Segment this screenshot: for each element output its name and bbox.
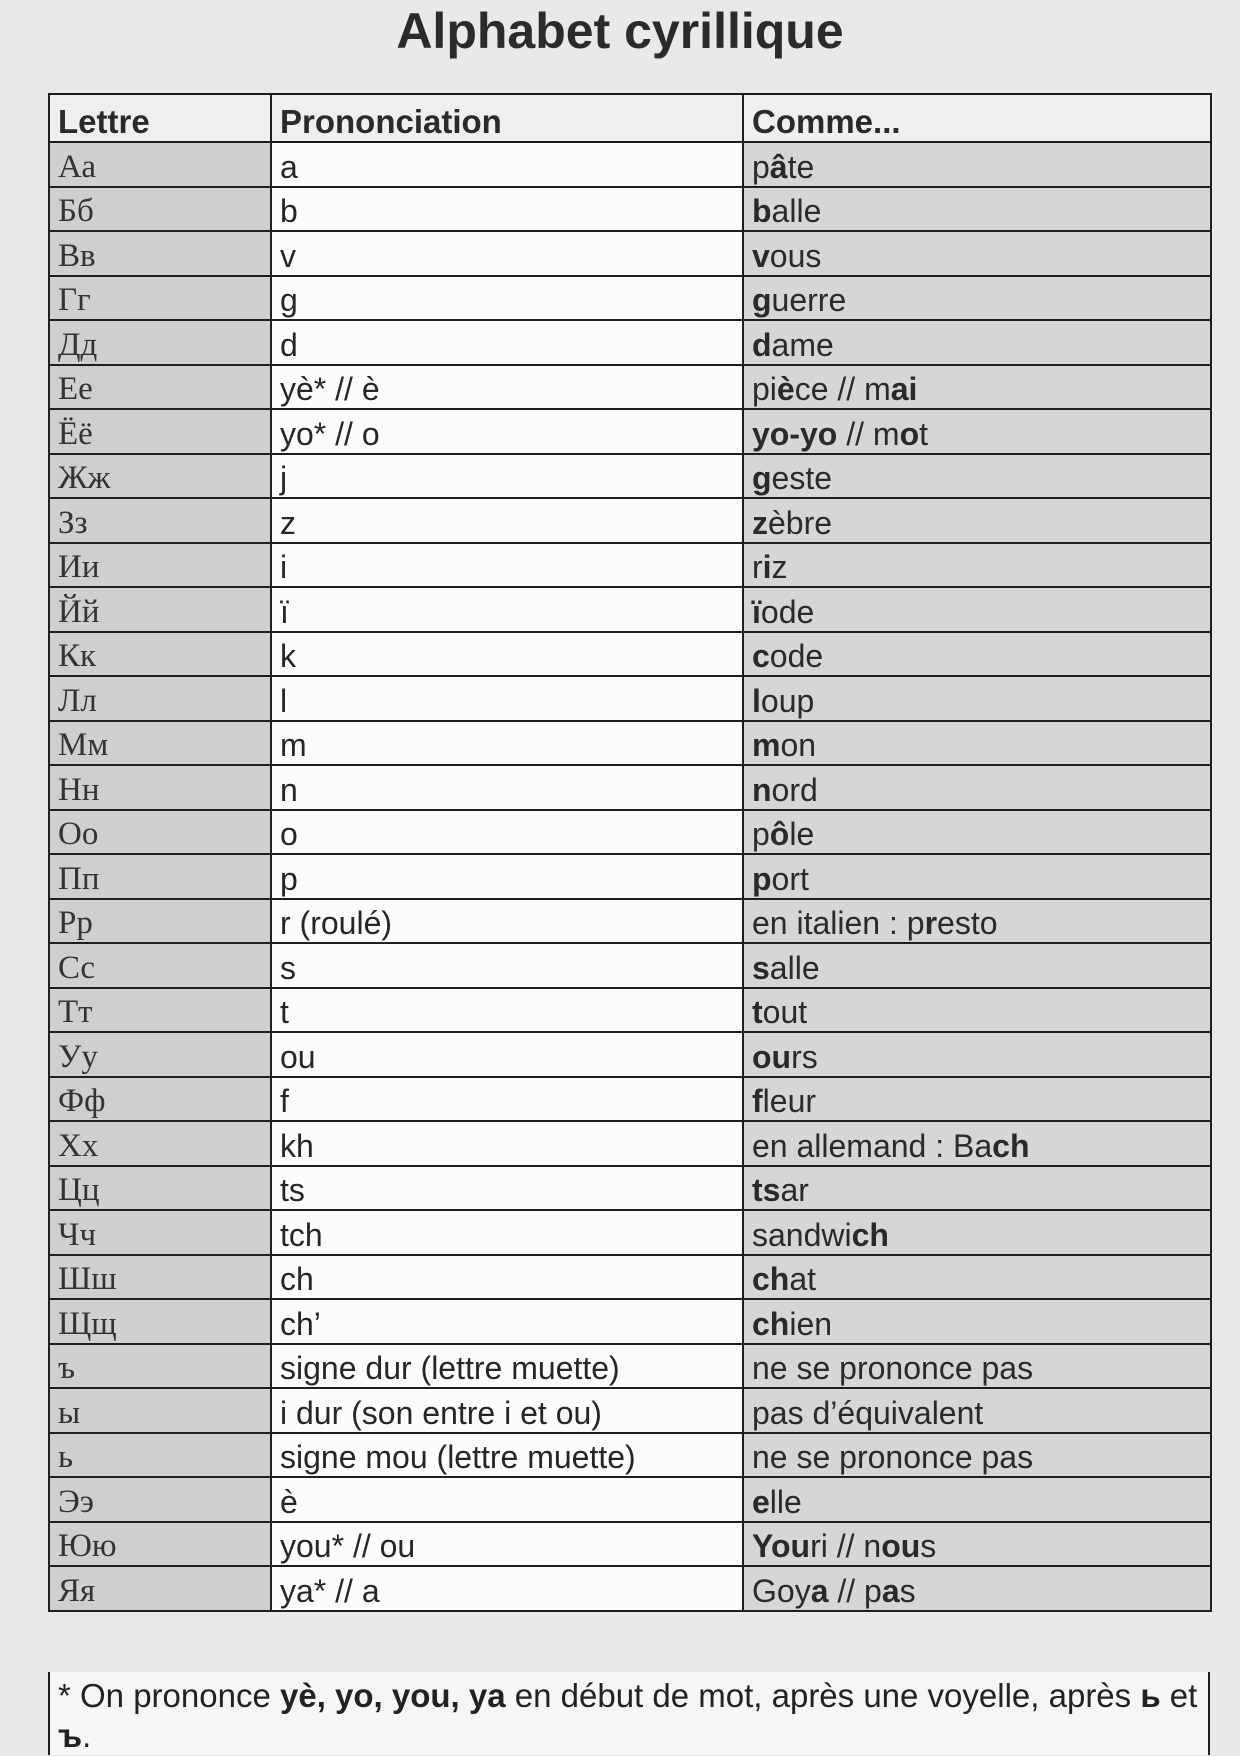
- bold-segment: ch: [851, 1216, 889, 1253]
- table-row: [49, 1522, 1211, 1567]
- comme-cell: [743, 854, 1211, 899]
- table-row: [49, 320, 1211, 365]
- letter-cell: Уу: [49, 1032, 271, 1077]
- text-segment: ar: [780, 1172, 809, 1208]
- footnote-bold-segment: ь: [1140, 1677, 1161, 1714]
- table-row: [49, 1255, 1211, 1300]
- pronunciation-cell: ou: [271, 1032, 743, 1077]
- text-segment: uerre: [771, 282, 847, 318]
- bold-segment: ch: [752, 1305, 790, 1342]
- table-row: [49, 988, 1211, 1033]
- page-title: Alphabet cyrillique: [396, 3, 844, 59]
- text-segment: out: [762, 994, 808, 1030]
- pronunciation-cell: è: [271, 1477, 743, 1522]
- letter-cell: Яя: [49, 1566, 271, 1611]
- bold-segment: ai: [890, 371, 918, 407]
- comme-cell: [743, 1255, 1211, 1300]
- table-row: [49, 721, 1211, 766]
- pronunciation-cell: ts: [271, 1166, 743, 1211]
- table-row: [49, 765, 1211, 810]
- letter-cell: Гг: [49, 276, 271, 321]
- pronunciation-cell: o: [271, 810, 743, 855]
- footnote-bold-segment: ъ: [58, 1717, 83, 1754]
- text-segment: ce // m: [794, 371, 891, 407]
- comme-cell: [743, 1566, 1211, 1611]
- comme-cell: [743, 1522, 1211, 1567]
- table-row: [49, 1566, 1211, 1611]
- comme-cell: [743, 943, 1211, 988]
- letter-cell: Бб: [49, 187, 271, 232]
- pronunciation-cell: l: [271, 676, 743, 721]
- table-row: [49, 454, 1211, 499]
- bold-segment: â: [769, 148, 788, 185]
- text-segment: ne se prononce pas: [752, 1439, 1034, 1475]
- text-segment: z: [771, 549, 788, 585]
- text-segment: en allemand : Ba: [752, 1127, 993, 1164]
- letter-cell: Зз: [49, 498, 271, 543]
- text-segment: t: [919, 415, 928, 452]
- text-segment: te: [787, 148, 815, 185]
- text-segment: pas d’équivalent: [752, 1394, 984, 1431]
- comme-cell: [743, 231, 1211, 276]
- table-header-row: [49, 94, 1211, 142]
- text-segment: at: [789, 1261, 817, 1297]
- table-row: [49, 1166, 1211, 1211]
- letter-cell: Дд: [49, 320, 271, 365]
- letter-cell: Шш: [49, 1255, 271, 1300]
- letter-cell: Фф: [49, 1077, 271, 1122]
- bold-segment: f: [752, 1083, 763, 1119]
- comme-cell: [743, 1477, 1211, 1522]
- comme-cell: [743, 320, 1211, 365]
- bold-segment: v: [752, 237, 770, 274]
- letter-cell: Вв: [49, 231, 271, 276]
- table-row: [49, 1433, 1211, 1478]
- pronunciation-cell: p: [271, 854, 743, 899]
- bold-segment: ts: [752, 1172, 781, 1208]
- comme-cell: [743, 1433, 1211, 1478]
- bold-segment: i: [762, 549, 772, 585]
- pronunciation-cell: ya* // a: [271, 1566, 743, 1611]
- comme-cell: [743, 810, 1211, 855]
- bold-segment: n: [752, 771, 772, 808]
- text-segment: esto: [937, 905, 998, 941]
- pronunciation-cell: v: [271, 231, 743, 276]
- pronunciation-cell: d: [271, 320, 743, 365]
- comme-cell: [743, 632, 1211, 677]
- comme-cell: [743, 1166, 1211, 1211]
- comme-cell: [743, 899, 1211, 944]
- letter-cell: Оо: [49, 810, 271, 855]
- bold-segment: g: [752, 460, 772, 496]
- text-segment: le: [789, 816, 815, 852]
- comme-cell: [743, 1032, 1211, 1077]
- text-segment: ne se prononce pas: [752, 1350, 1034, 1386]
- pronunciation-cell: m: [271, 721, 743, 766]
- pronunciation-cell: i dur (son entre i et ou): [271, 1388, 743, 1433]
- bold-segment: b: [752, 193, 772, 229]
- comme-cell: [743, 1077, 1211, 1122]
- pronunciation-cell: ch: [271, 1255, 743, 1300]
- table-row: [49, 1210, 1211, 1255]
- table-row: [49, 632, 1211, 677]
- pronunciation-cell: s: [271, 943, 743, 988]
- header-letter: Lettre: [49, 94, 271, 142]
- table-row: [49, 409, 1211, 454]
- text-segment: ord: [771, 771, 818, 808]
- pronunciation-cell: signe dur (lettre muette): [271, 1344, 743, 1389]
- table-row: [49, 187, 1211, 232]
- pronunciation-cell: n: [271, 765, 743, 810]
- pronunciation-cell: t: [271, 988, 743, 1033]
- text-segment: lle: [769, 1483, 802, 1520]
- text-segment: este: [771, 460, 833, 496]
- comme-cell: [743, 587, 1211, 632]
- comme-cell: [743, 1210, 1211, 1255]
- letter-cell: Ии: [49, 543, 271, 588]
- bold-segment: g: [752, 282, 772, 318]
- text-segment: alle: [771, 193, 822, 229]
- comme-cell: [743, 187, 1211, 232]
- bold-segment: ch: [992, 1127, 1030, 1164]
- pronunciation-cell: signe mou (lettre muette): [271, 1433, 743, 1478]
- table-row: [49, 810, 1211, 855]
- table-row: [49, 142, 1211, 187]
- text-segment: // p: [828, 1572, 882, 1609]
- bold-segment: ou: [881, 1528, 921, 1564]
- pronunciation-cell: ch’: [271, 1299, 743, 1344]
- table-row: [49, 543, 1211, 588]
- letter-cell: Сс: [49, 943, 271, 988]
- comme-cell: [743, 276, 1211, 321]
- header-pronunciation: Prononciation: [271, 94, 743, 142]
- letter-cell: Йй: [49, 587, 271, 632]
- table-row: [49, 1477, 1211, 1522]
- pronunciation-cell: j: [271, 454, 743, 499]
- pronunciation-cell: yè* // è: [271, 365, 743, 410]
- alphabet-table: [48, 93, 1212, 1612]
- pronunciation-cell: you* // ou: [271, 1522, 743, 1567]
- letter-cell: Рр: [49, 899, 271, 944]
- table-row: [49, 1299, 1211, 1344]
- text-segment: p: [752, 816, 770, 852]
- letter-cell: Щщ: [49, 1299, 271, 1344]
- letter-cell: Ее: [49, 365, 271, 410]
- text-segment: s: [920, 1528, 937, 1564]
- text-segment: alle: [769, 949, 820, 986]
- bold-segment: r: [924, 905, 938, 941]
- table-row: [49, 498, 1211, 543]
- letter-cell: Хх: [49, 1121, 271, 1166]
- pronunciation-cell: tch: [271, 1210, 743, 1255]
- footnote-text-segment: .: [82, 1717, 92, 1754]
- table-body: [49, 142, 1211, 1611]
- bold-segment: a: [881, 1572, 900, 1609]
- table-row: [49, 1077, 1211, 1122]
- footnote-text-segment: * On prononce: [58, 1677, 280, 1714]
- letter-cell: Юю: [49, 1522, 271, 1567]
- letter-cell: Пп: [49, 854, 271, 899]
- bold-segment: yo-yo: [752, 415, 838, 452]
- letter-cell: Жж: [49, 454, 271, 499]
- bold-segment: You: [752, 1528, 811, 1564]
- comme-cell: [743, 1344, 1211, 1389]
- bold-segment: c: [752, 638, 770, 674]
- comme-cell: [743, 676, 1211, 721]
- pronunciation-cell: f: [271, 1077, 743, 1122]
- footnote-bold-segment: yè, yo, you, ya: [279, 1677, 506, 1714]
- bold-segment: o: [899, 415, 920, 452]
- bold-segment: z: [752, 504, 768, 541]
- table-row: [49, 899, 1211, 944]
- table-row: [49, 231, 1211, 276]
- comme-cell: [743, 498, 1211, 543]
- pronunciation-cell: g: [271, 276, 743, 321]
- pronunciation-cell: a: [271, 142, 743, 187]
- comme-cell: [743, 1121, 1211, 1166]
- bold-segment: e: [752, 1483, 770, 1520]
- table-row: [49, 1032, 1211, 1077]
- text-segment: en italien : p: [752, 905, 925, 941]
- letter-cell: Аа: [49, 142, 271, 187]
- text-segment: ode: [769, 638, 824, 674]
- text-segment: èbre: [768, 504, 833, 541]
- comme-cell: [743, 142, 1211, 187]
- bold-segment: s: [752, 949, 770, 986]
- letter-cell: ъ: [49, 1344, 271, 1389]
- letter-cell: Ээ: [49, 1477, 271, 1522]
- table-row: [49, 1388, 1211, 1433]
- bold-segment: è: [776, 371, 795, 407]
- letter-cell: ы: [49, 1388, 271, 1433]
- bold-segment: ou: [752, 1038, 792, 1075]
- bold-segment: d: [752, 326, 772, 363]
- text-segment: ode: [760, 593, 815, 630]
- pronunciation-cell: yo* // o: [271, 409, 743, 454]
- header-comme: Comme...: [743, 94, 1211, 142]
- table-row: [49, 587, 1211, 632]
- text-segment: // m: [837, 415, 900, 452]
- text-segment: leur: [762, 1083, 817, 1119]
- pronunciation-cell: kh: [271, 1121, 743, 1166]
- text-segment: ame: [771, 326, 834, 363]
- footnote-text-segment: en début de mot, après une voyelle, après: [505, 1677, 1141, 1714]
- pronunciation-cell: ï: [271, 587, 743, 632]
- pronunciation-cell: b: [271, 187, 743, 232]
- letter-cell: Мм: [49, 721, 271, 766]
- letter-cell: Чч: [49, 1210, 271, 1255]
- text-segment: s: [899, 1572, 916, 1609]
- pronunciation-cell: i: [271, 543, 743, 588]
- letter-cell: Лл: [49, 676, 271, 721]
- table-row: [49, 276, 1211, 321]
- bold-segment: l: [752, 682, 761, 719]
- comme-cell: [743, 543, 1211, 588]
- bold-segment: t: [752, 994, 763, 1030]
- bold-segment: a: [810, 1572, 829, 1609]
- text-segment: pi: [752, 371, 777, 407]
- text-segment: p: [752, 148, 770, 185]
- text-segment: rs: [791, 1038, 818, 1075]
- text-segment: Goy: [752, 1572, 811, 1609]
- table-row: [49, 1344, 1211, 1389]
- comme-cell: [743, 721, 1211, 766]
- comme-cell: [743, 1299, 1211, 1344]
- text-segment: ien: [789, 1305, 833, 1342]
- table-row: [49, 1121, 1211, 1166]
- pronunciation-cell: z: [271, 498, 743, 543]
- comme-cell: [743, 365, 1211, 410]
- bold-segment: ch: [752, 1261, 790, 1297]
- bold-segment: m: [752, 727, 781, 763]
- letter-cell: Ёё: [49, 409, 271, 454]
- comme-cell: [743, 988, 1211, 1033]
- bold-segment: ï: [752, 593, 761, 630]
- text-segment: ri // n: [810, 1528, 882, 1564]
- comme-cell: [743, 454, 1211, 499]
- pronunciation-cell: r (roulé): [271, 899, 743, 944]
- table-row: [49, 854, 1211, 899]
- comme-cell: [743, 409, 1211, 454]
- text-segment: sandwi: [752, 1216, 852, 1253]
- comme-cell: [743, 1388, 1211, 1433]
- bold-segment: ô: [769, 816, 790, 852]
- footnote-text-segment: et: [1160, 1677, 1198, 1714]
- letter-cell: Тт: [49, 988, 271, 1033]
- letter-cell: Нн: [49, 765, 271, 810]
- letter-cell: ь: [49, 1433, 271, 1478]
- text-segment: r: [752, 549, 763, 585]
- table-row: [49, 943, 1211, 988]
- table-row: [49, 365, 1211, 410]
- comme-cell: [743, 765, 1211, 810]
- text-segment: oup: [760, 682, 815, 719]
- text-segment: ous: [769, 237, 822, 274]
- table-row: [49, 676, 1211, 721]
- footnote: [48, 1672, 1210, 1755]
- pronunciation-cell: k: [271, 632, 743, 677]
- letter-cell: Кк: [49, 632, 271, 677]
- text-segment: ort: [771, 860, 809, 897]
- bold-segment: p: [752, 860, 772, 897]
- text-segment: on: [780, 727, 817, 763]
- letter-cell: Цц: [49, 1166, 271, 1211]
